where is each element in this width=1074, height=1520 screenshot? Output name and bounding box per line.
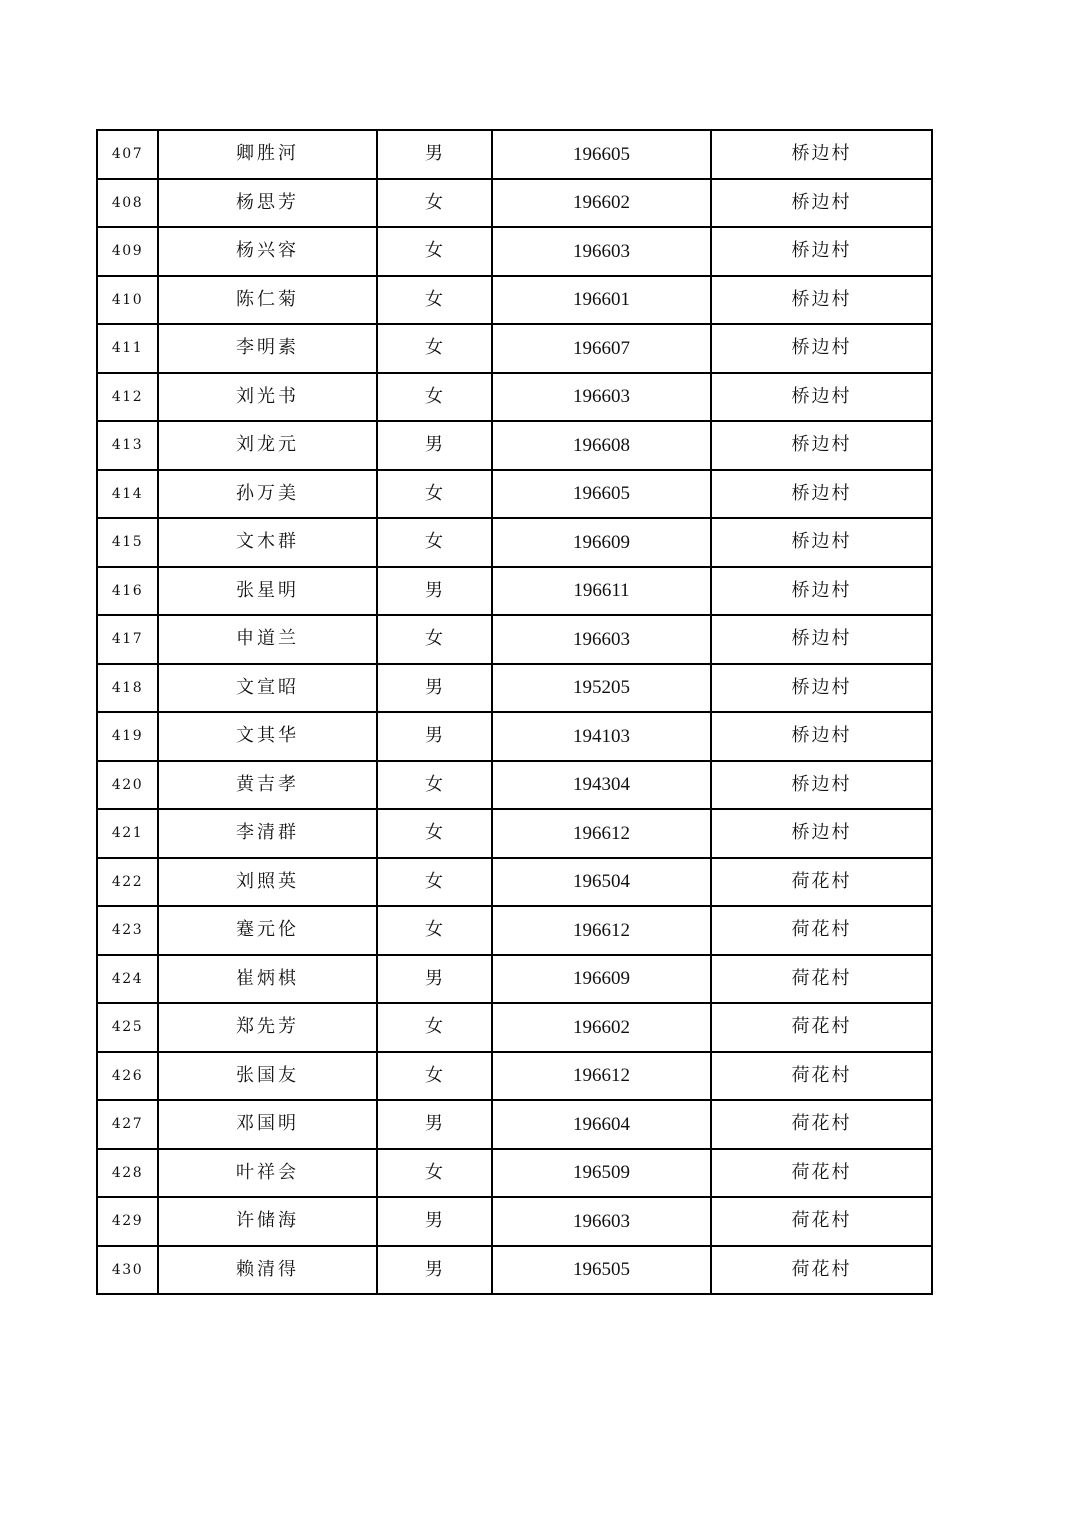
person-name: 赖清得	[158, 1246, 377, 1295]
row-number: 408	[97, 179, 158, 228]
row-number: 420	[97, 761, 158, 810]
birth-date: 196603	[492, 373, 711, 422]
person-name: 杨思芳	[158, 179, 377, 228]
table-row	[97, 373, 932, 422]
row-number: 429	[97, 1197, 158, 1246]
gender: 男	[377, 567, 492, 616]
birth-date: 196505	[492, 1246, 711, 1295]
person-name: 张国友	[158, 1052, 377, 1101]
gender: 男	[377, 1197, 492, 1246]
person-name: 郑先芳	[158, 1003, 377, 1052]
person-name: 孙万美	[158, 470, 377, 519]
table-row	[97, 906, 932, 955]
person-name: 蹇元伦	[158, 906, 377, 955]
person-name: 杨兴容	[158, 227, 377, 276]
birth-date: 196612	[492, 809, 711, 858]
gender: 女	[377, 227, 492, 276]
table-row	[97, 1246, 932, 1295]
village: 荷花村	[711, 1100, 932, 1149]
roster-table	[96, 129, 933, 1295]
table-row	[97, 1149, 932, 1198]
row-number: 414	[97, 470, 158, 519]
village: 荷花村	[711, 1246, 932, 1295]
birth-date: 196608	[492, 421, 711, 470]
table-row	[97, 1100, 932, 1149]
table-row	[97, 809, 932, 858]
gender: 女	[377, 518, 492, 567]
village: 桥边村	[711, 179, 932, 228]
gender: 女	[377, 1003, 492, 1052]
village: 桥边村	[711, 227, 932, 276]
gender: 男	[377, 421, 492, 470]
row-number: 422	[97, 858, 158, 907]
person-name: 李清群	[158, 809, 377, 858]
gender: 女	[377, 1052, 492, 1101]
village: 桥边村	[711, 421, 932, 470]
person-name: 刘光书	[158, 373, 377, 422]
row-number: 407	[97, 130, 158, 179]
table-row	[97, 1197, 932, 1246]
row-number: 428	[97, 1149, 158, 1198]
person-name: 叶祥会	[158, 1149, 377, 1198]
gender: 女	[377, 761, 492, 810]
birth-date: 196609	[492, 518, 711, 567]
table-row	[97, 421, 932, 470]
village: 荷花村	[711, 1052, 932, 1101]
row-number: 421	[97, 809, 158, 858]
row-number: 418	[97, 664, 158, 713]
row-number: 425	[97, 1003, 158, 1052]
gender: 男	[377, 1246, 492, 1295]
row-number: 430	[97, 1246, 158, 1295]
table-row	[97, 1003, 932, 1052]
row-number: 417	[97, 615, 158, 664]
village: 桥边村	[711, 809, 932, 858]
row-number: 416	[97, 567, 158, 616]
village: 桥边村	[711, 276, 932, 325]
birth-date: 196611	[492, 567, 711, 616]
village: 荷花村	[711, 1003, 932, 1052]
gender: 女	[377, 324, 492, 373]
person-name: 申道兰	[158, 615, 377, 664]
table-row	[97, 567, 932, 616]
gender: 女	[377, 858, 492, 907]
village: 桥边村	[711, 518, 932, 567]
row-number: 415	[97, 518, 158, 567]
gender: 男	[377, 130, 492, 179]
birth-date: 196604	[492, 1100, 711, 1149]
roster-table-body	[97, 130, 932, 1294]
birth-date: 196605	[492, 470, 711, 519]
row-number: 413	[97, 421, 158, 470]
birth-date: 196612	[492, 906, 711, 955]
table-row	[97, 324, 932, 373]
birth-date: 195205	[492, 664, 711, 713]
birth-date: 196603	[492, 615, 711, 664]
birth-date: 196605	[492, 130, 711, 179]
birth-date: 196602	[492, 1003, 711, 1052]
gender: 女	[377, 906, 492, 955]
person-name: 黄吉孝	[158, 761, 377, 810]
birth-date: 196603	[492, 1197, 711, 1246]
gender: 女	[377, 179, 492, 228]
village: 桥边村	[711, 130, 932, 179]
village: 桥边村	[711, 615, 932, 664]
gender: 女	[377, 373, 492, 422]
row-number: 410	[97, 276, 158, 325]
row-number: 419	[97, 712, 158, 761]
village: 桥边村	[711, 373, 932, 422]
village: 桥边村	[711, 324, 932, 373]
table-row	[97, 615, 932, 664]
birth-date: 196602	[492, 179, 711, 228]
birth-date: 196609	[492, 955, 711, 1004]
person-name: 李明素	[158, 324, 377, 373]
village: 荷花村	[711, 1197, 932, 1246]
table-row	[97, 664, 932, 713]
person-name: 许储海	[158, 1197, 377, 1246]
village: 桥边村	[711, 567, 932, 616]
village: 桥边村	[711, 470, 932, 519]
table-row	[97, 179, 932, 228]
birth-date: 196504	[492, 858, 711, 907]
person-name: 陈仁菊	[158, 276, 377, 325]
table-row	[97, 518, 932, 567]
row-number: 412	[97, 373, 158, 422]
person-name: 刘龙元	[158, 421, 377, 470]
table-row	[97, 227, 932, 276]
birth-date: 196601	[492, 276, 711, 325]
birth-date: 196612	[492, 1052, 711, 1101]
table-row	[97, 130, 932, 179]
gender: 女	[377, 470, 492, 519]
gender: 男	[377, 1100, 492, 1149]
row-number: 424	[97, 955, 158, 1004]
person-name: 卿胜河	[158, 130, 377, 179]
gender: 男	[377, 664, 492, 713]
village: 桥边村	[711, 664, 932, 713]
table-row	[97, 276, 932, 325]
gender: 女	[377, 809, 492, 858]
birth-date: 194103	[492, 712, 711, 761]
village: 桥边村	[711, 761, 932, 810]
row-number: 411	[97, 324, 158, 373]
gender: 男	[377, 712, 492, 761]
person-name: 邓国明	[158, 1100, 377, 1149]
table-row	[97, 858, 932, 907]
person-name: 文其华	[158, 712, 377, 761]
person-name: 文木群	[158, 518, 377, 567]
person-name: 张星明	[158, 567, 377, 616]
village: 荷花村	[711, 1149, 932, 1198]
person-name: 刘照英	[158, 858, 377, 907]
person-name: 崔炳棋	[158, 955, 377, 1004]
birth-date: 196603	[492, 227, 711, 276]
village: 荷花村	[711, 955, 932, 1004]
gender: 女	[377, 1149, 492, 1198]
row-number: 426	[97, 1052, 158, 1101]
row-number: 423	[97, 906, 158, 955]
person-name: 文宣昭	[158, 664, 377, 713]
village: 荷花村	[711, 858, 932, 907]
village: 荷花村	[711, 906, 932, 955]
table-row	[97, 470, 932, 519]
birth-date: 196607	[492, 324, 711, 373]
table-row	[97, 761, 932, 810]
birth-date: 194304	[492, 761, 711, 810]
table-row	[97, 1052, 932, 1101]
row-number: 427	[97, 1100, 158, 1149]
birth-date: 196509	[492, 1149, 711, 1198]
gender: 女	[377, 615, 492, 664]
gender: 女	[377, 276, 492, 325]
village: 桥边村	[711, 712, 932, 761]
row-number: 409	[97, 227, 158, 276]
table-row	[97, 955, 932, 1004]
gender: 男	[377, 955, 492, 1004]
table-row	[97, 712, 932, 761]
